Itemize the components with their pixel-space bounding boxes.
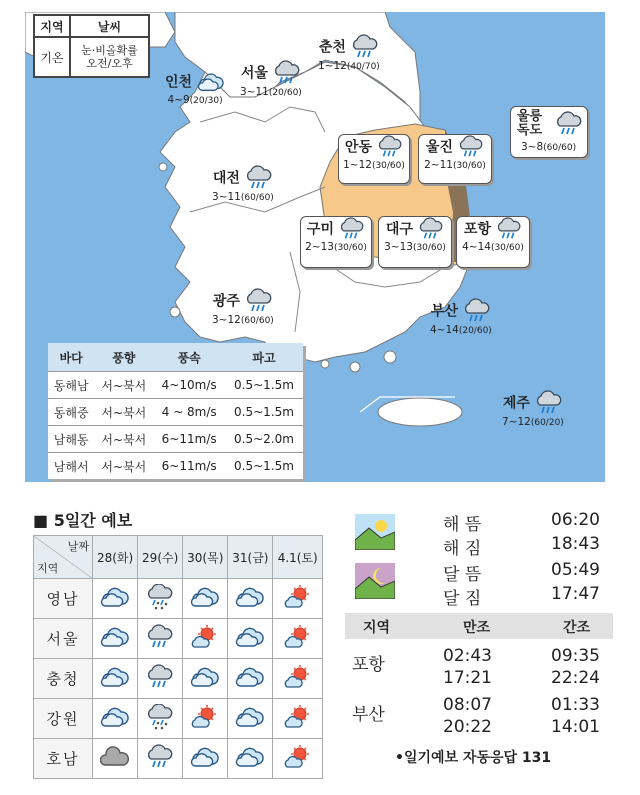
- legend-precip-sub: 오전/오후: [86, 57, 133, 70]
- city-name: 구미: [306, 221, 334, 238]
- city-temp: 3~13: [384, 241, 413, 253]
- city-temp: 2~13: [305, 241, 334, 253]
- table-row: [34, 579, 323, 619]
- cloud-icon: [190, 584, 220, 610]
- legend-temp-label: 기온: [34, 37, 70, 77]
- tide-high-time: 02:43: [443, 646, 492, 666]
- city-label-gwangju: [212, 288, 274, 326]
- jeju-island: [378, 398, 462, 426]
- city-temp: 4~14: [430, 324, 459, 336]
- sun-cloud-icon: [190, 704, 220, 730]
- rain-cloud-icon: [535, 390, 563, 416]
- city-label-busan: [430, 298, 492, 336]
- cloud-icon: [235, 704, 265, 730]
- city-name: 울진: [425, 139, 453, 156]
- rain-cloud-icon: [351, 34, 379, 60]
- city-name: 서울: [240, 65, 268, 82]
- city-label-jeju: [502, 390, 564, 428]
- cloud-icon: [235, 584, 265, 610]
- rain-cloud-icon: [273, 60, 301, 86]
- map-legend: [33, 14, 150, 78]
- city-name: 울릉 독도: [517, 109, 543, 138]
- region-cell: 서울: [34, 619, 93, 659]
- moonset-time: 17:47: [551, 584, 600, 604]
- cloud-icon: [235, 744, 265, 770]
- table-row: [48, 372, 303, 399]
- city-temp: 7~12: [502, 416, 531, 428]
- city-label-seoul: [240, 60, 302, 98]
- day-header: 31(금): [228, 536, 273, 579]
- city-temp: 3~12: [212, 314, 241, 326]
- cloud-icon: [100, 584, 130, 610]
- rain-cloud-icon: [496, 217, 522, 241]
- rain-cloud-icon: [463, 298, 491, 324]
- sea-header: 바다: [48, 343, 94, 372]
- rain-cloud-icon: [145, 664, 175, 690]
- sea-cell: 4 ~ 8m/s: [153, 399, 225, 426]
- city-prob: (20/60): [268, 88, 302, 98]
- sea-cell: 0.5~1.5m: [225, 372, 303, 399]
- city-prob: (60/60): [240, 193, 274, 203]
- tide-region-header: 지역: [363, 620, 391, 636]
- rain-cloud-icon: [418, 217, 444, 241]
- city-name: 포항: [463, 221, 491, 238]
- day-header: 30(목): [183, 536, 228, 579]
- cloud-icon: [235, 624, 265, 650]
- cloud-icon: [100, 624, 130, 650]
- city-box-andong: [338, 134, 410, 184]
- tide-header: [345, 613, 613, 639]
- sunset-time: 18:43: [551, 534, 600, 554]
- sea-cell: 0.5~1.5m: [225, 453, 303, 480]
- city-prob: (30/60): [452, 161, 486, 171]
- table-row: [34, 659, 323, 699]
- sea-cell: 6~11m/s: [153, 426, 225, 453]
- sun-cloud-icon: [283, 584, 313, 610]
- city-temp: 1~12: [343, 159, 372, 171]
- cloud-icon: [190, 664, 220, 690]
- sea-conditions-table: [48, 343, 303, 479]
- tide-low-header: 간조: [563, 620, 591, 636]
- moonset-label: 달 짐: [443, 589, 482, 609]
- sunset-label: 해 짐: [443, 539, 482, 559]
- corner-date-label: 날짜: [67, 540, 89, 553]
- sun-cloud-icon: [283, 744, 313, 770]
- tide-low-time: 14:01: [551, 717, 600, 737]
- sea-cell: 0.5~1.5m: [225, 399, 303, 426]
- city-prob: (60/60): [543, 143, 577, 153]
- sea-cell: 서~북서: [94, 399, 153, 426]
- sun-cloud-icon: [190, 624, 220, 650]
- tide-low-time: 22:24: [551, 668, 600, 688]
- region-cell: 충청: [34, 659, 93, 699]
- sea-cell: 동해중: [48, 399, 94, 426]
- city-prob: (30/60): [490, 243, 524, 253]
- sunrise-label: 해 뜸: [443, 515, 482, 535]
- cloud-icon: [190, 744, 220, 770]
- city-label-daejeon: [212, 165, 274, 203]
- city-box-ulleung: [510, 106, 588, 158]
- table-row: [48, 399, 303, 426]
- sea-cell: 4~10m/s: [153, 372, 225, 399]
- table-row: [48, 453, 303, 480]
- legend-weather-header: 날씨: [70, 15, 149, 37]
- snow-rain-icon: [145, 704, 175, 730]
- rain-cloud-icon: [245, 165, 273, 191]
- tide-high-time: 17:21: [443, 668, 492, 688]
- overcast-icon: [100, 744, 130, 770]
- sea-cell: 0.5~2.0m: [225, 426, 303, 453]
- wind-dir-header: 풍향: [94, 343, 153, 372]
- sun-cloud-icon: [283, 704, 313, 730]
- moonrise-icon: [355, 563, 395, 599]
- region-cell: 영남: [34, 579, 93, 619]
- city-prob: (60/20): [530, 418, 564, 428]
- city-prob: (30/60): [371, 161, 405, 171]
- city-prob: (30/60): [333, 243, 367, 253]
- rain-cloud-icon: [458, 135, 484, 159]
- city-prob: (30/60): [412, 243, 446, 253]
- city-prob: (60/60): [240, 316, 274, 326]
- footer-phone-info: •일기예보 자동응답 131: [395, 750, 552, 766]
- five-day-forecast-table: [33, 535, 323, 779]
- city-name: 대전: [212, 170, 240, 187]
- city-box-pohang: [456, 216, 530, 268]
- city-temp: 1~12: [318, 60, 347, 72]
- snow-rain-icon: [145, 584, 175, 610]
- wind-speed-header: 풍속: [153, 343, 225, 372]
- city-name: 인천: [165, 74, 193, 91]
- sea-cell: 남해동: [48, 426, 94, 453]
- sea-cell: 6~11m/s: [153, 453, 225, 480]
- city-prob: (40/70): [346, 62, 380, 72]
- city-temp: 4~9: [167, 94, 190, 106]
- city-box-uljin: [418, 134, 492, 184]
- sun-cloud-icon: [283, 664, 313, 690]
- city-box-gumi: [300, 216, 372, 268]
- table-row: [48, 426, 303, 453]
- sea-cell: 동해남: [48, 372, 94, 399]
- moonrise-time: 05:49: [551, 560, 600, 580]
- moonrise-label: 달 뜸: [443, 565, 482, 585]
- rain-cloud-icon: [339, 217, 365, 241]
- city-name: 광주: [212, 293, 240, 310]
- sun-cloud-icon: [283, 624, 313, 650]
- city-prob: (20/30): [189, 96, 223, 106]
- sea-cell: 서~북서: [94, 426, 153, 453]
- rain-cloud-icon: [245, 288, 273, 314]
- cloud-icon: [197, 70, 225, 94]
- rain-cloud-icon: [377, 135, 403, 159]
- city-name: 안동: [344, 139, 372, 156]
- sunrise-icon: [355, 514, 395, 550]
- wave-height-header: 파고: [225, 343, 303, 372]
- rain-cloud-icon: [555, 111, 583, 137]
- sea-cell: 서~북서: [94, 372, 153, 399]
- city-temp: 2~11: [424, 159, 453, 171]
- corner-header: [34, 536, 93, 579]
- cloud-icon: [100, 664, 130, 690]
- sea-cell: 남해서: [48, 453, 94, 480]
- city-temp: 3~11: [240, 86, 269, 98]
- region-cell: 호남: [34, 739, 93, 779]
- day-header: 28(화): [93, 536, 138, 579]
- city-temp: 3~8: [521, 141, 544, 153]
- table-row: [34, 739, 323, 779]
- table-row: [34, 619, 323, 659]
- legend-precip-label: 눈·비올확률: [81, 43, 138, 57]
- rain-cloud-icon: [145, 624, 175, 650]
- forecast-title: ■ 5일간 예보: [33, 511, 133, 530]
- city-temp: 4~14: [462, 241, 491, 253]
- tide-high-time: 08:07: [443, 695, 492, 715]
- tide-high-time: 20:22: [443, 717, 492, 737]
- city-name: 부산: [430, 303, 458, 320]
- city-box-daegu: [378, 216, 452, 268]
- day-header: 29(수): [138, 536, 183, 579]
- tide-low-time: 09:35: [551, 646, 600, 666]
- city-name: 춘천: [318, 39, 346, 56]
- cloud-icon: [235, 664, 265, 690]
- cloud-icon: [100, 704, 130, 730]
- tide-region: 포항: [352, 655, 385, 675]
- city-label-chuncheon: [318, 34, 380, 72]
- rain-cloud-icon: [145, 744, 175, 770]
- city-temp: 3~11: [212, 191, 241, 203]
- city-name: 대구: [385, 221, 413, 238]
- day-header: 4.1(토): [273, 536, 323, 579]
- legend-region-header: 지역: [34, 15, 70, 37]
- table-row: [34, 699, 323, 739]
- tide-low-time: 01:33: [551, 695, 600, 715]
- sea-cell: 서~북서: [94, 453, 153, 480]
- city-prob: (20/60): [458, 326, 492, 336]
- city-label-incheon: [165, 70, 225, 106]
- corner-region-label: 지역: [37, 562, 59, 575]
- sunrise-time: 06:20: [551, 510, 600, 530]
- tide-region: 부산: [352, 705, 385, 725]
- region-cell: 강원: [34, 699, 93, 739]
- tide-high-header: 만조: [463, 620, 491, 636]
- city-name: 제주: [502, 395, 530, 412]
